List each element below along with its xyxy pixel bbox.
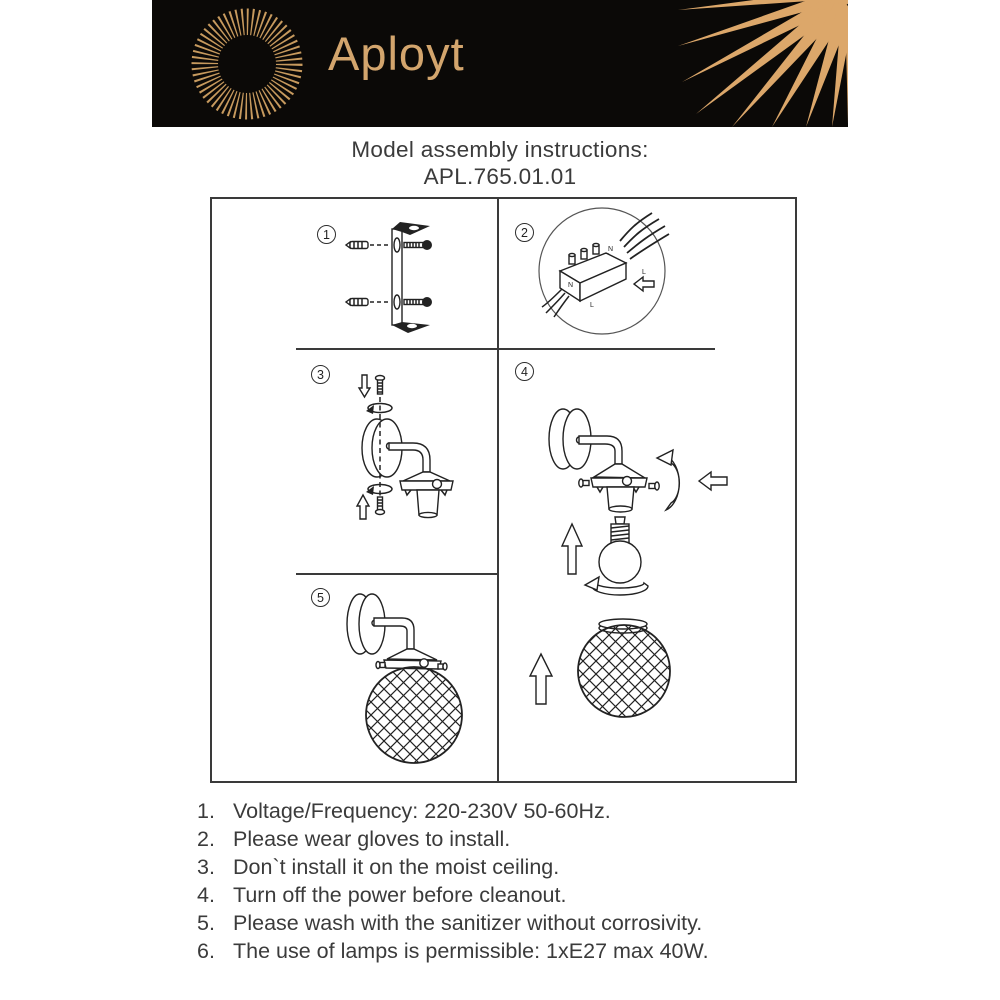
rotate-icon <box>366 485 392 496</box>
push-left-arrow-icon <box>699 472 727 490</box>
item-number: 5. <box>197 911 215 935</box>
up-arrow-icon <box>562 524 582 574</box>
item-number: 4. <box>197 883 215 907</box>
sunburst-logo-icon <box>186 3 308 125</box>
wire-label-l2: L <box>590 302 594 309</box>
step-2-badge: 2 <box>515 223 534 242</box>
list-item <box>197 825 877 853</box>
item-text: Please wear gloves to install. <box>233 827 511 851</box>
step1-bracket-illustration <box>340 213 475 335</box>
thumb-screw-icon <box>649 482 659 490</box>
item-text: Turn off the power before cleanout. <box>233 883 567 907</box>
thumb-screw-icon <box>376 662 385 669</box>
brand-banner <box>152 0 848 127</box>
wall-anchor-icon <box>346 242 390 249</box>
step-3-badge: 3 <box>311 365 330 384</box>
assembly-diagram <box>210 197 797 783</box>
wire-label-l: L <box>642 269 646 276</box>
brand-name: Aployt <box>328 27 465 80</box>
item-number: 2. <box>197 827 215 851</box>
lamp-holder <box>400 472 453 518</box>
thumb-screw-icon <box>579 479 589 487</box>
screw-icon <box>404 297 432 307</box>
lamp-holder <box>591 464 647 512</box>
list-item <box>197 853 877 881</box>
up-arrow-icon <box>530 654 552 704</box>
mesh-globe-shade <box>578 625 670 717</box>
list-item <box>197 797 877 825</box>
wall-anchor-icon <box>346 299 390 306</box>
horizontal-divider-top <box>296 348 715 350</box>
item-number: 3. <box>197 855 215 879</box>
item-number: 1. <box>197 799 215 823</box>
step2-wiring-illustration <box>532 201 674 341</box>
step-4-badge: 4 <box>515 362 534 381</box>
list-item <box>197 937 877 965</box>
item-text: Voltage/Frequency: 220-230V 50-60Hz. <box>233 799 611 823</box>
step-1-badge: 1 <box>317 225 336 244</box>
item-number: 6. <box>197 939 215 963</box>
rotate-icon <box>366 404 392 415</box>
vertical-divider <box>497 199 499 781</box>
screw-icon <box>376 497 385 515</box>
instruction-list <box>197 797 877 965</box>
item-text: Please wash with the sanitizer without corrosivity. <box>233 911 703 935</box>
list-item <box>197 881 877 909</box>
step-5-badge: 5 <box>311 588 330 607</box>
up-arrow-icon <box>357 495 369 519</box>
wire-label-n2: N <box>568 282 574 289</box>
down-arrow-icon <box>359 375 370 397</box>
rotate-vertical-icon <box>657 450 679 510</box>
step5-finished-lamp-illustration <box>332 585 470 769</box>
horizontal-divider-bottom <box>296 573 498 575</box>
thumb-screw-icon <box>438 663 447 670</box>
item-text: The use of lamps is permissible: 1xE27 max 40W. <box>233 939 709 963</box>
page-title: Model assembly instructions: <box>351 137 649 162</box>
mesh-globe-shade <box>366 667 462 763</box>
step3-canopy-illustration <box>337 363 469 525</box>
list-item <box>197 909 877 937</box>
screw-icon <box>376 376 385 395</box>
screw-icon <box>404 240 432 250</box>
wire-label-n: N <box>608 246 614 253</box>
step4-bulb-shade-illustration <box>505 401 747 729</box>
model-code: APL.765.01.01 <box>423 164 577 189</box>
corner-rays-icon <box>678 0 848 127</box>
light-bulb-icon <box>599 517 641 583</box>
item-text: Don`t install it on the moist ceiling. <box>233 855 560 879</box>
